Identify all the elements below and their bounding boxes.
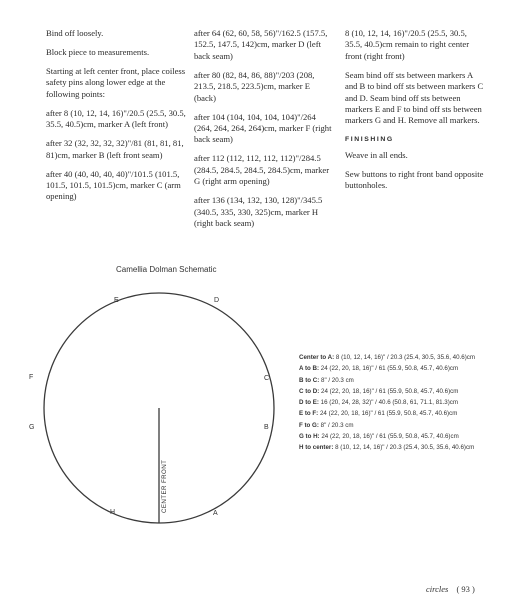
measurement-label: C to D:	[299, 387, 320, 395]
paragraph: after 32 (32, 32, 32, 32)"/81 (81, 81, 81, 81)cm, marker B (left front seam)	[46, 138, 184, 160]
measurement-label: E to F:	[299, 410, 319, 418]
paragraph: after 112 (112, 112, 112, 112)"/284.5 (284.5, 284.5, 284.5, 284.5)cm, marker G (right arm opening)	[194, 153, 330, 187]
schematic-title: Camellia Dolman Schematic	[116, 265, 217, 274]
paragraph: 8 (10, 12, 14, 16)"/20.5 (25.5, 30.5, 35.5, 40.5)cm remain to right center front (right front)	[345, 28, 470, 61]
measurement-label: B to C:	[299, 376, 320, 384]
measurement-row	[299, 375, 475, 386]
measurements-list	[299, 352, 475, 454]
measurement-row	[299, 431, 475, 442]
marker-a-label: A	[213, 510, 218, 517]
marker-c-label: C	[264, 375, 270, 382]
measurement-row	[299, 352, 475, 363]
paragraph: Block piece to measurements.	[46, 47, 150, 57]
measurement-row	[299, 397, 475, 408]
measurement-value: 8" / 20.3 cm	[320, 421, 354, 429]
measurement-row	[299, 408, 475, 419]
paragraph: Bind off loosely.	[46, 28, 104, 38]
measurement-value: 8 (10, 12, 14, 16)" / 20.3 (25.4, 30.5, 35.6, 40.6)cm	[335, 354, 476, 361]
measurement-label: F to G:	[299, 421, 319, 429]
measurement-value: 24 (22, 20, 18, 16)" / 61 (55.9, 50.8, 45.7, 40.6)cm	[321, 387, 459, 395]
page-footer	[426, 584, 475, 594]
paragraph: after 80 (82, 84, 86, 88)"/203 (208, 213.5, 218.5, 223.5)cm, marker E (back)	[194, 69, 315, 103]
marker-g-label: G	[29, 424, 35, 431]
marker-e-label: E	[114, 297, 119, 304]
measurement-value: 8 (10, 12, 14, 16)" / 20.3 (25.4, 30.5, 35.6, 40.6)cm	[335, 444, 475, 452]
measurement-value: 24 (22, 20, 18, 16)" / 61 (55.9, 50.8, 45.7, 40.6)cm	[320, 365, 459, 373]
paragraph: after 64 (62, 60, 58, 56)"/162.5 (157.5, 152.5, 147.5, 142)cm, marker D (left back seam)	[194, 28, 328, 61]
finishing-heading: FINISHING	[345, 136, 394, 144]
marker-d-label: D	[214, 297, 220, 304]
measurement-value: 16 (20, 24, 28, 32)" / 40.6 (50.8, 61, 71.1, 81.3)cm	[320, 399, 459, 407]
measurement-label: H to center:	[299, 444, 334, 452]
footer-brand: circles	[426, 584, 449, 594]
paragraph: after 104 (104, 104, 104, 104)"/264 (264, 264, 264, 264)cm, marker F (right back seam)	[194, 111, 332, 145]
measurement-row	[299, 386, 475, 397]
measurement-value: 24 (22, 20, 18, 16)" / 61 (55.9, 50.8, 45.7, 40.6)cm	[321, 433, 459, 441]
marker-f-label: F	[29, 374, 34, 381]
paragraph: Seam bind off sts between markers A and B to bind off sts between markers C and D. Seam bind off sts between markers E and F to bind off sts between markers G and H. Remove all markers.	[345, 69, 484, 126]
measurement-label: G to H:	[299, 433, 320, 441]
marker-h-label: H	[110, 509, 116, 516]
measurement-value: 8" / 20.3 cm	[321, 376, 354, 384]
paragraph: Sew buttons to right front band opposite buttonholes.	[345, 168, 484, 191]
measurement-row	[299, 442, 475, 453]
measurement-value: 24 (22, 20, 18, 16)" / 61 (55.9, 50.8, 45.7, 40.6)cm	[319, 410, 458, 418]
paragraph: Weave in all ends.	[345, 149, 408, 160]
measurement-label: A to B:	[299, 365, 320, 373]
measurement-label: D to E:	[299, 399, 319, 407]
paragraph: after 40 (40, 40, 40, 40)"/101.5 (101.5, 101.5, 101.5, 101.5)cm, marker C (arm opening)	[46, 168, 181, 202]
center-front-label: CENTER FRONT	[161, 459, 168, 513]
paragraph: after 8 (10, 12, 14, 16)"/20.5 (25.5, 30.5, 35.5, 40.5)cm, marker A (left front)	[46, 107, 186, 130]
marker-b-label: B	[264, 424, 269, 431]
page-number: ( 93 )	[456, 584, 475, 594]
measurement-row	[299, 420, 475, 431]
measurement-row	[299, 363, 475, 374]
paragraph: after 136 (134, 132, 130, 128)"/345.5 (340.5, 335, 330, 325)cm, marker H (right back seam)	[194, 195, 323, 229]
paragraph: Starting at left center front, place coiless safety pins along lower edge at the following points:	[46, 66, 186, 99]
measurement-label: Center to A:	[299, 354, 335, 361]
